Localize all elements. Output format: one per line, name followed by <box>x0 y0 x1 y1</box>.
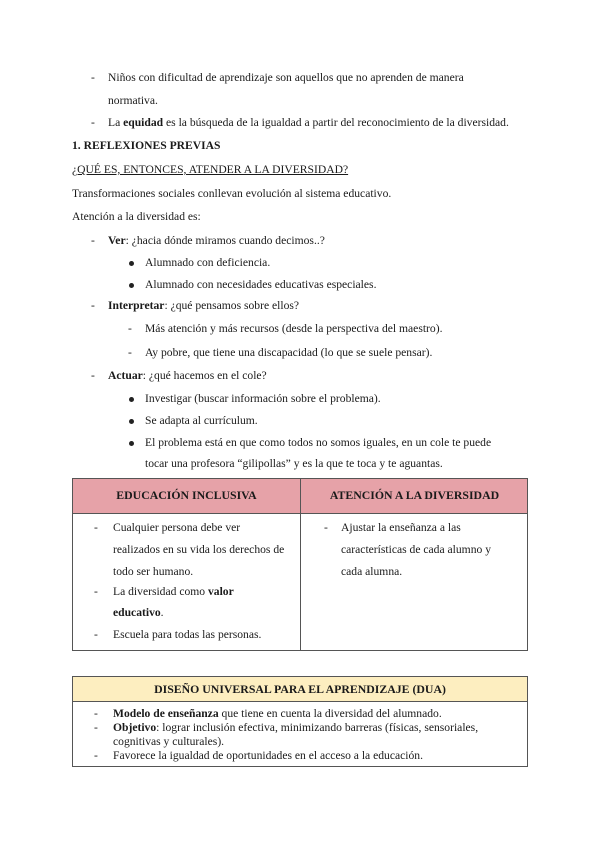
intro-item-1-cont: normativa. <box>108 94 158 107</box>
dua-item: Favorece la igualdad de oportunidades en el acceso a la educación. <box>113 749 423 762</box>
dash-marker: - <box>128 322 132 335</box>
bullet-dot <box>129 261 134 266</box>
table-cell-text: Escuela para todas las personas. <box>113 628 262 641</box>
table-header-diversidad: ATENCIÓN A LA DIVERSIDAD <box>329 488 500 502</box>
dash-marker: - <box>324 521 328 534</box>
list-item: Alumnado con necesidades educativas especiales. <box>145 278 377 291</box>
dash-marker: - <box>94 749 98 762</box>
table-cell-text: cada alumna. <box>341 565 403 578</box>
list-item: Investigar (buscar información sobre el problema). <box>145 392 381 405</box>
table-cell-text: Cualquier persona debe ver <box>113 521 241 534</box>
table-header-inclusiva: EDUCACIÓN INCLUSIVA <box>116 488 257 502</box>
dash-marker: - <box>94 585 98 598</box>
dua-item: Modelo de enseñanza que tiene en cuenta la diversidad del alumnado. <box>113 707 442 720</box>
dash-marker: - <box>91 234 95 247</box>
section-question: ¿QUÉ ES, ENTONCES, ATENDER A LA DIVERSIDAD? <box>72 163 349 176</box>
dash-marker: - <box>94 628 98 641</box>
dua-box <box>72 676 528 767</box>
dash-marker: - <box>94 707 98 720</box>
comparison-table <box>72 478 528 651</box>
list-item: Más atención y más recursos (desde la perspectiva del maestro). <box>145 322 443 335</box>
table-divider <box>300 479 301 650</box>
dua-item: Objetivo: lograr inclusión efectiva, minimizando barreras (físicas, sensoriales, <box>113 721 479 734</box>
dua-header: DISEÑO UNIVERSAL PARA EL APRENDIZAJE (DUA) <box>73 677 527 702</box>
table-cell-text: características de cada alumno y <box>341 543 491 556</box>
list-item: Alumnado con deficiencia. <box>145 256 271 269</box>
table-cell-text: realizados en su vida los derechos de <box>113 543 285 556</box>
dash-marker: - <box>91 369 95 382</box>
section-heading: 1. REFLEXIONES PREVIAS <box>72 139 221 152</box>
dash-marker: - <box>94 521 98 534</box>
bullet-dot <box>129 283 134 288</box>
intro-item-2: La equidad es la búsqueda de la igualdad a partir del reconocimiento de la diversidad. <box>108 116 509 129</box>
dash-marker: - <box>94 721 98 734</box>
paragraph: Atención a la diversidad es: <box>72 210 201 223</box>
bullet-dot <box>129 397 134 402</box>
list-item: Ay pobre, que tiene una discapacidad (lo que se suele pensar). <box>145 346 433 359</box>
intro-item-1: Niños con dificultad de aprendizaje son aquellos que no aprenden de manera <box>108 71 464 84</box>
list-item-cont: tocar una profesora “gilipollas” y es la que te toca y te aguantas. <box>145 457 443 470</box>
dash-marker: - <box>91 116 95 129</box>
list-item: El problema está en que como todos no somos iguales, en un cole te puede <box>145 436 492 449</box>
dua-item-cont: cognitivas y culturales). <box>113 735 225 748</box>
bullet-dot <box>129 441 134 446</box>
dash-marker: - <box>128 346 132 359</box>
table-cell-text: todo ser humano. <box>113 565 194 578</box>
table-cell-text: La diversidad como valor <box>113 585 234 598</box>
actuar-item: Actuar: ¿qué hacemos en el cole? <box>108 369 267 382</box>
table-cell-text: Ajustar la enseñanza a las <box>341 521 461 534</box>
dash-marker: - <box>91 71 95 84</box>
list-item: Se adapta al currículum. <box>145 414 258 427</box>
ver-item: Ver: ¿hacia dónde miramos cuando decimos..? <box>108 234 325 247</box>
bullet-dot <box>129 419 134 424</box>
dash-marker: - <box>91 299 95 312</box>
paragraph: Transformaciones sociales conllevan evolución al sistema educativo. <box>72 187 392 200</box>
table-cell-text: educativo. <box>113 606 164 619</box>
interpretar-item: Interpretar: ¿qué pensamos sobre ellos? <box>108 299 300 312</box>
